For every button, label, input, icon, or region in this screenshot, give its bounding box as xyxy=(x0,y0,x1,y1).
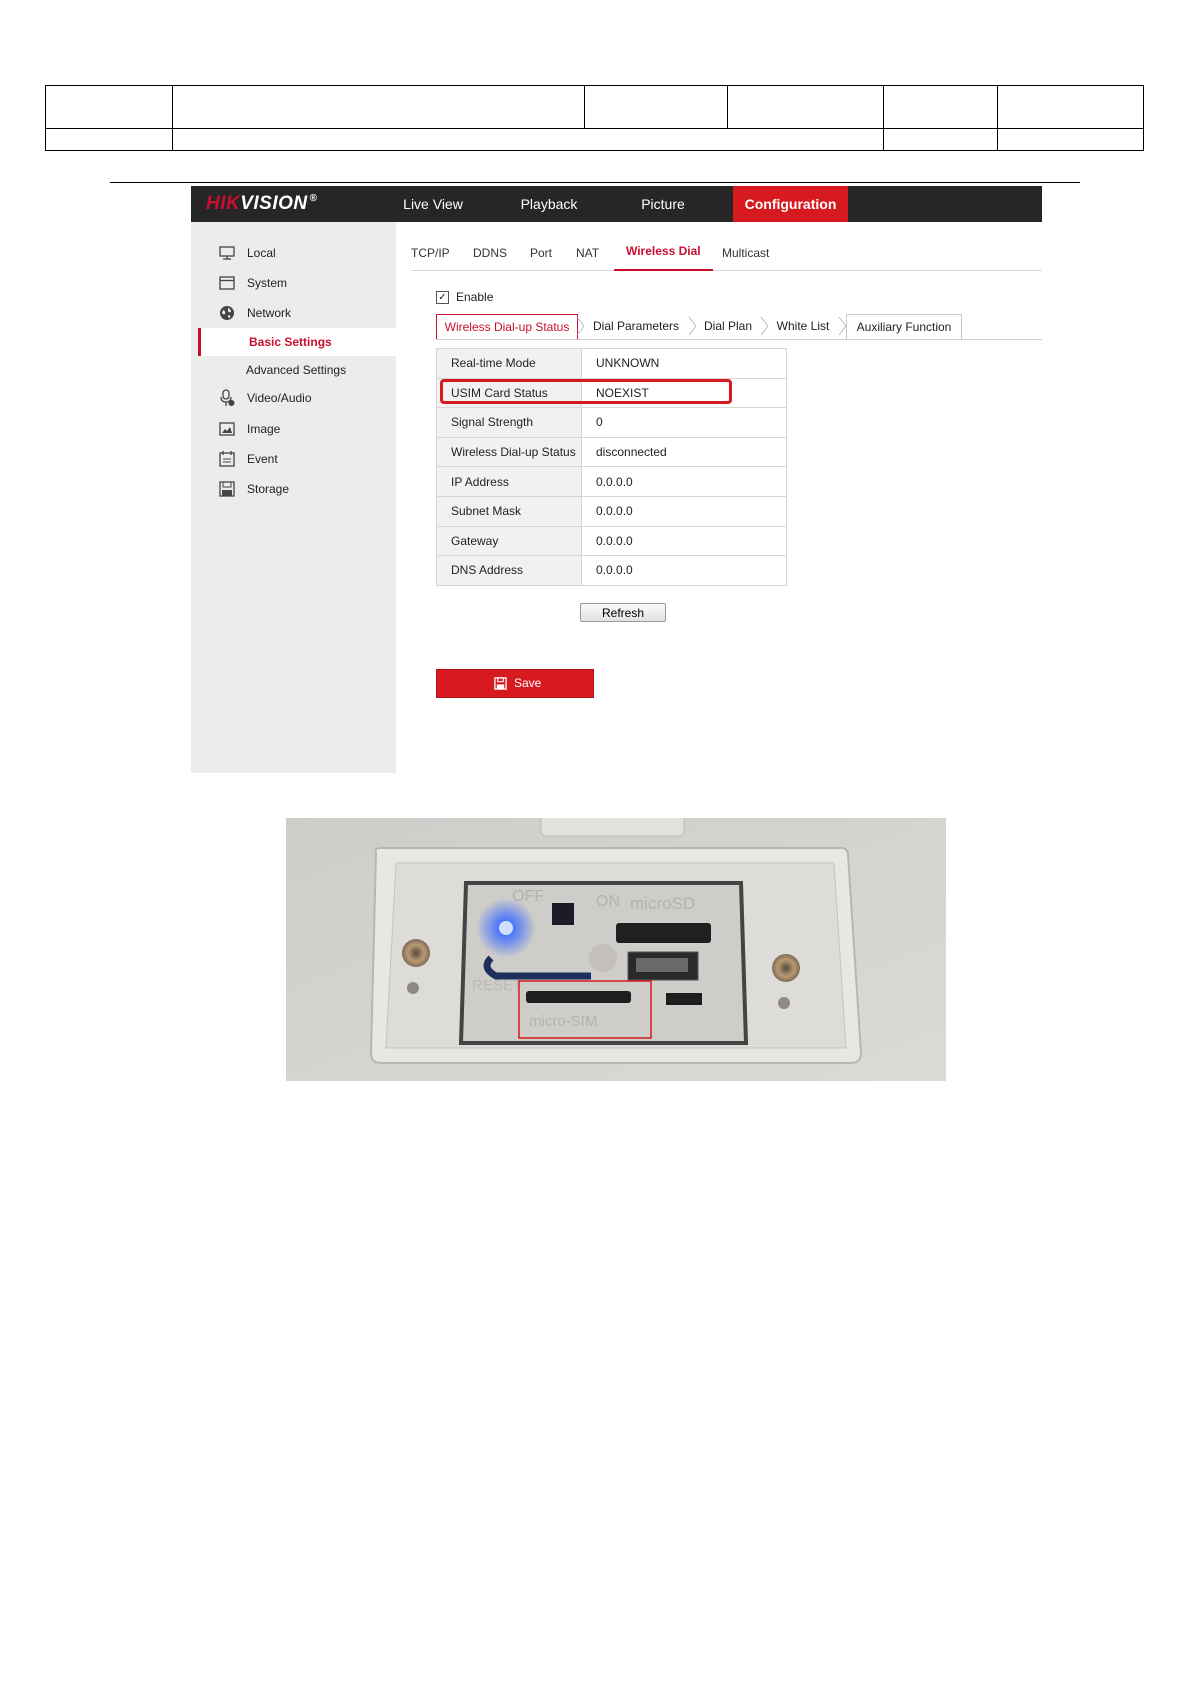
hikvision-config-screenshot xyxy=(191,186,1042,773)
picture-icon xyxy=(219,422,235,436)
status-led xyxy=(499,921,513,935)
status-key: DNS Address xyxy=(437,556,582,586)
nav-picture[interactable]: Picture xyxy=(641,196,685,212)
tab-multicast[interactable]: Multicast xyxy=(722,246,770,260)
small-port xyxy=(666,993,702,1005)
header-cell xyxy=(46,86,173,129)
top-bar xyxy=(191,186,1042,222)
label-off: OFF xyxy=(512,888,544,905)
table-row xyxy=(437,526,787,556)
tab-port[interactable]: Port xyxy=(530,246,553,260)
header-cell xyxy=(46,129,173,151)
floppy-icon xyxy=(494,677,507,690)
window-icon xyxy=(219,276,235,290)
sidebar-item-label: Storage xyxy=(247,482,290,496)
network-tabs xyxy=(411,236,1042,271)
sidebar-item-label: Image xyxy=(247,422,281,436)
tab-tcp-ip[interactable]: TCP/IP xyxy=(411,246,450,260)
screw-right xyxy=(772,954,800,982)
sidebar-item-label: Video/Audio xyxy=(247,391,312,405)
enable-label: Enable xyxy=(456,290,494,304)
header-cell xyxy=(884,86,998,129)
sidebar-item-label: Event xyxy=(247,452,278,466)
status-value: 0 xyxy=(582,408,787,438)
status-key: Real-time Mode xyxy=(437,349,582,379)
microphone-icon xyxy=(219,389,235,407)
subtab-white-list[interactable]: White List xyxy=(776,319,830,333)
subtab-auxiliary-function[interactable]: Auxiliary Function xyxy=(846,314,962,339)
usb-port-inner xyxy=(636,958,688,972)
light-sensor xyxy=(589,944,617,972)
sidebar-item-label: Local xyxy=(247,246,276,260)
microsd-slot xyxy=(616,923,711,943)
status-value: 0.0.0.0 xyxy=(582,496,787,526)
sidebar-sub-basic-settings[interactable] xyxy=(198,328,399,356)
subtab-dialup-status[interactable]: Wireless Dial-up Status xyxy=(436,314,578,339)
subtab-dial-parameters[interactable]: Dial Parameters xyxy=(592,319,680,333)
micro-sim-slot xyxy=(526,991,631,1003)
save-button[interactable] xyxy=(436,669,594,698)
table-row xyxy=(437,556,787,586)
sidebar-sub-label: Basic Settings xyxy=(249,335,332,349)
sidebar-sub-advanced-settings[interactable] xyxy=(198,356,396,384)
save-label: Save xyxy=(514,676,542,690)
label-on: ON xyxy=(596,893,620,910)
tab-ddns[interactable]: DDNS xyxy=(473,246,508,260)
status-key: USIM Card Status xyxy=(437,378,582,408)
header-rule xyxy=(110,182,1080,183)
header-cell xyxy=(173,86,585,129)
status-key: IP Address xyxy=(437,467,582,497)
monitor-icon xyxy=(219,246,235,260)
header-cell xyxy=(884,129,998,151)
status-key: Subnet Mask xyxy=(437,496,582,526)
header-cell xyxy=(998,86,1144,129)
label-micro-sim: micro-SIM xyxy=(529,1013,598,1030)
sidebar-item-label: System xyxy=(247,276,288,290)
status-value: 0.0.0.0 xyxy=(582,467,787,497)
table-row xyxy=(437,437,787,467)
globe-icon xyxy=(219,305,235,321)
table-row xyxy=(437,467,787,497)
tab-nat[interactable]: NAT xyxy=(576,246,600,260)
status-value: NOEXIST xyxy=(582,378,787,408)
table-row xyxy=(437,349,787,379)
dip-switch xyxy=(552,903,574,925)
wireless-subtabs xyxy=(436,314,1042,340)
header-cell xyxy=(728,86,884,129)
subtab-dial-plan[interactable]: Dial Plan xyxy=(703,319,753,333)
header-cell xyxy=(585,86,728,129)
status-value: 0.0.0.0 xyxy=(582,526,787,556)
latch-tab xyxy=(541,818,684,836)
table-row xyxy=(437,496,787,526)
screw-left xyxy=(402,939,430,967)
status-value: disconnected xyxy=(582,437,787,467)
floppy-icon xyxy=(219,481,235,497)
nav-configuration[interactable]: Configuration xyxy=(733,186,848,222)
label-microsd: microSD xyxy=(630,894,696,913)
label-reset: RESET xyxy=(472,977,523,994)
nav-playback[interactable]: Playback xyxy=(520,196,578,212)
refresh-button[interactable]: Refresh xyxy=(580,603,666,622)
sidebar xyxy=(191,222,396,773)
tab-wireless-dial[interactable]: Wireless Dial xyxy=(614,236,713,271)
status-value: 0.0.0.0 xyxy=(582,556,787,586)
calendar-icon xyxy=(219,451,235,467)
sidebar-sub-label: Advanced Settings xyxy=(246,363,347,377)
enable-checkbox[interactable]: ✓ xyxy=(436,291,449,304)
sidebar-item-label: Network xyxy=(247,306,292,320)
status-key: Gateway xyxy=(437,526,582,556)
hikvision-logo: HIKVISION ® xyxy=(206,193,318,214)
usim-status-highlight xyxy=(440,379,732,404)
hole-right xyxy=(778,997,790,1009)
status-key: Signal Strength xyxy=(437,408,582,438)
header-cell xyxy=(998,129,1144,151)
device-sim-slot-photo xyxy=(286,818,946,1081)
document-header-table xyxy=(45,85,1144,151)
header-cell xyxy=(173,129,884,151)
status-key: Wireless Dial-up Status xyxy=(437,437,582,467)
status-value: UNKNOWN xyxy=(582,349,787,379)
hole-left xyxy=(407,982,419,994)
table-row xyxy=(437,408,787,438)
nav-live-view[interactable]: Live View xyxy=(403,196,463,212)
